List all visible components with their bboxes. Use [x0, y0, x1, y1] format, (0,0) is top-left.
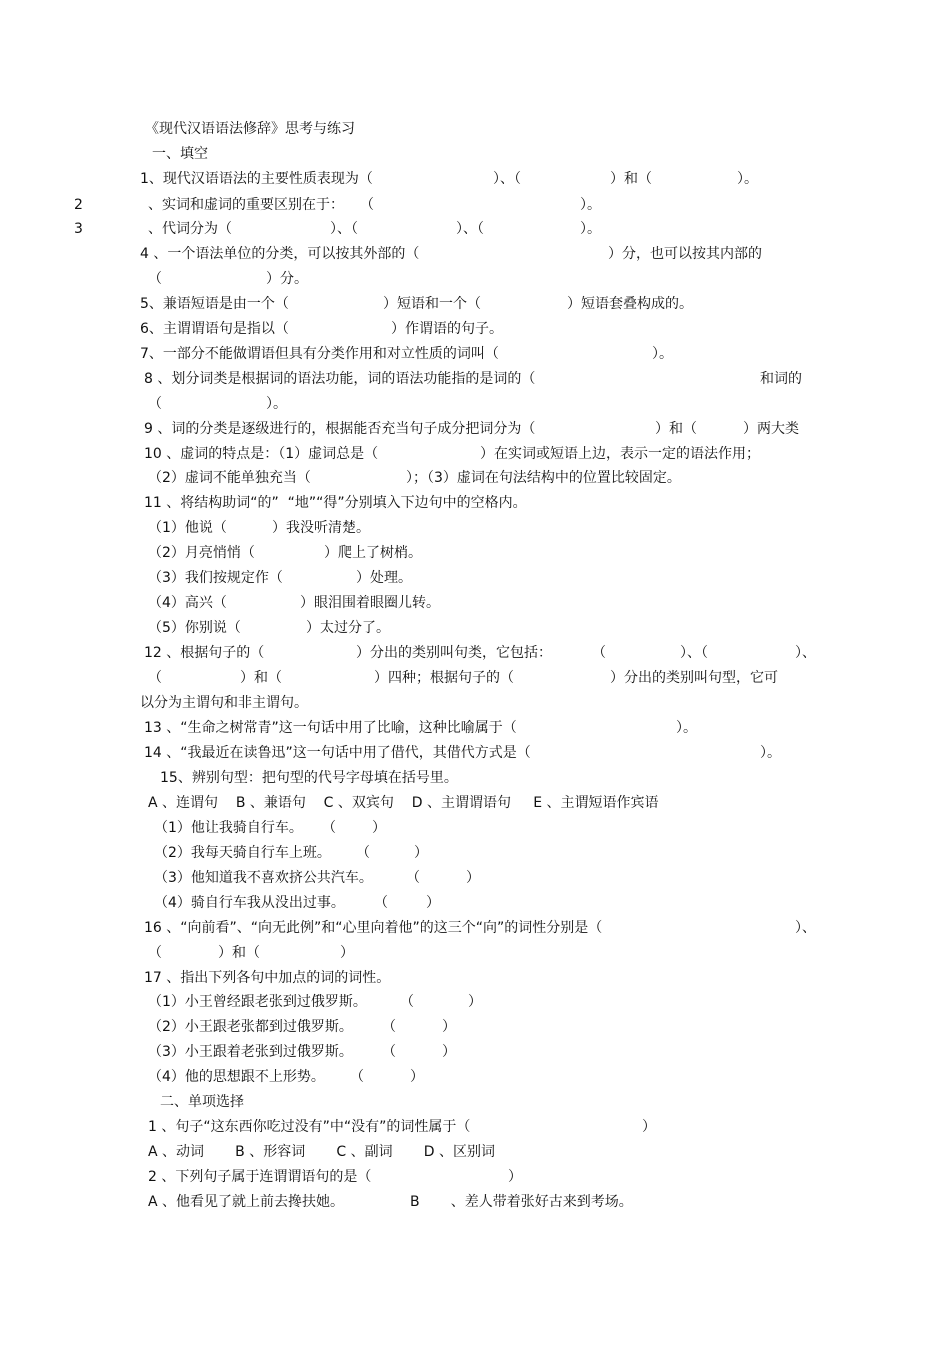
q11-item-4-end: ）眼泪围着眼圈儿转。	[300, 595, 440, 611]
q17-item-3-open: （	[382, 1044, 396, 1060]
q5-text-cont: ）短语和一个（	[383, 296, 481, 312]
q12-blank-open-2: （	[148, 670, 162, 686]
q13-text: 13 、“生命之树常青”这一句话中用了比喻，这种比喻属于（	[144, 720, 517, 736]
mc2-option-a: A 、他看见了就上前去搀扶她。	[148, 1194, 345, 1210]
q1-blank-sep: ）、（	[493, 171, 521, 187]
q12-text-line3: 以分为主谓句和非主谓句。	[140, 695, 308, 711]
q2-number: 2	[74, 197, 83, 213]
q3-number: 3	[74, 221, 83, 237]
q12-blank-sep-2: ）和（	[240, 670, 282, 686]
q10-text-cont: ）在实词或短语上边，表示一定的语法作用；	[480, 446, 760, 462]
q12-blank-sep: ）、（	[680, 645, 708, 661]
q4-text-cont: ）分，也可以按其内部的	[608, 246, 762, 262]
q11-item-2: （2）月亮悄悄（	[148, 545, 255, 561]
q10-text-line2: （2）虚词不能单独充当（	[148, 470, 311, 486]
q17-item-4-open: （	[350, 1069, 364, 1085]
q15-item-3-close: ）	[466, 870, 480, 886]
q1-blank-sep: ）和（	[610, 171, 652, 187]
q17-item-4: （4）他的思想跟不上形势。	[148, 1069, 325, 1085]
q15-item-3-open: （	[406, 870, 420, 886]
q12-text-cont: ）分出的类别叫句类，它包括：	[356, 645, 552, 661]
q11-item-3-end: ）处理。	[356, 570, 412, 586]
q17-item-3: （3）小王跟着老张到过俄罗斯。	[148, 1044, 353, 1060]
q7-text: 7、一部分不能做谓语但具有分类作用和对立性质的词叫（	[140, 346, 499, 362]
q4-blank-end: ）分。	[266, 271, 308, 287]
q15-item-1-close: ）	[372, 820, 386, 836]
q9-text: 9 、词的分类是逐级进行的，根据能否充当句子成分把词分为（	[144, 421, 536, 437]
q6-text-end: ）作谓语的句子。	[391, 321, 503, 337]
q4-text: 4 、一个语法单位的分类，可以按其外部的（	[140, 246, 420, 262]
q15-item-1-open: （	[322, 820, 336, 836]
q1-blank-end: ）。	[737, 171, 758, 187]
q6-text: 6、主谓谓语句是指以（	[140, 321, 289, 337]
q15-item-2-open: （	[356, 845, 370, 861]
q17-item-1: （1）小王曾经跟老张到过俄罗斯。	[148, 994, 367, 1010]
q11-item-5-end: ）太过分了。	[306, 620, 390, 636]
q1-text: 1、现代汉语语法的主要性质表现为（	[140, 171, 373, 187]
q16-blank-end: ）、	[795, 920, 816, 936]
section-heading-fill-in: 一、填空	[152, 146, 208, 162]
q15-item-1: （1）他让我骑自行车。	[154, 820, 303, 836]
mc2-option-b: B 、差人带着张好古来到考场。	[410, 1194, 633, 1210]
q2-text: 、实词和虚词的重要区别在于：	[148, 197, 344, 213]
q10-text-line2-cont: ）；（3）虚词在句法结构中的位置比较固定。	[406, 470, 681, 486]
q9-text-end: ）两大类	[743, 421, 799, 437]
q16-text: 16 、“向前看”、“向无此例”和“心里向着他”的这三个“向”的词性分别是（	[144, 920, 603, 936]
q12-blank-open: （	[592, 645, 606, 661]
q3-text: 、代词分为（	[148, 221, 232, 237]
q2-blank-end: ）。	[580, 197, 601, 213]
q15-item-4-close: ）	[426, 895, 440, 911]
document-title: 《现代汉语语法修辞》思考与练习	[145, 121, 355, 137]
mc2-blank-close: ）	[508, 1169, 522, 1185]
q11-item-5: （5）你别说（	[148, 620, 241, 636]
q8-text: 8 、划分词类是根据词的语法功能，词的语法功能指的是词的（	[144, 371, 536, 387]
q8-text-cont: 和词的	[760, 371, 802, 387]
q12-text: 12 、根据句子的（	[144, 645, 265, 661]
q17-item-1-open: （	[400, 994, 414, 1010]
q11-item-2-end: ）爬上了树梢。	[324, 545, 422, 561]
q17-item-2: （2）小王跟老张都到过俄罗斯。	[148, 1019, 353, 1035]
section-heading-single-choice: 二、单项选择	[160, 1094, 244, 1110]
q12-blank-end: ）、	[795, 645, 816, 661]
q15-options: A 、连谓句 B 、兼语句 C 、双宾句 D 、主谓谓语句 E 、主谓短语作宾语	[148, 795, 659, 811]
mc2-text: 2 、下列句子属于连谓谓语句的是（	[148, 1169, 372, 1185]
q4-blank-open: （	[148, 271, 162, 287]
q17-item-2-open: （	[382, 1019, 396, 1035]
q12-text-cont-2: ）四种；根据句子的（	[374, 670, 514, 686]
q11-item-4: （4）高兴（	[148, 595, 227, 611]
q9-text-cont: ）和（	[655, 421, 697, 437]
q16-blank-open-2: （	[148, 945, 162, 961]
q15-text: 15、辨别句型：把句型的代号字母填在括号里。	[160, 770, 458, 786]
mc1-text: 1 、句子“这东西你吃过没有”中“没有”的词性属于（	[148, 1119, 471, 1135]
q17-item-4-close: ）	[410, 1069, 424, 1085]
q15-item-3: （3）他知道我不喜欢挤公共汽车。	[154, 870, 373, 886]
q7-blank-end: ）。	[652, 346, 673, 362]
q16-blank-sep-2: ）和（	[218, 945, 260, 961]
q15-item-2: （2）我每天骑自行车上班。	[154, 845, 331, 861]
q3-blank-sep: ）、（	[456, 221, 484, 237]
q17-text: 17 、指出下列各句中加点的词的词性。	[144, 970, 391, 986]
q17-item-3-close: ）	[442, 1044, 456, 1060]
q12-text-cont-3: ）分出的类别叫句型，它可	[610, 670, 778, 686]
q15-item-2-close: ）	[414, 845, 428, 861]
mc1-blank-close: ）	[642, 1119, 656, 1135]
q15-item-4: （4）骑自行车我从没出过事。	[154, 895, 345, 911]
q14-text: 14 、“我最近在读鲁迅”这一句话中用了借代，其借代方式是（	[144, 745, 531, 761]
q2-blank-open: （	[360, 197, 374, 213]
q15-item-4-open: （	[374, 895, 388, 911]
mc1-options: A 、动词 B 、形容词 C 、副词 D 、区别词	[148, 1144, 495, 1160]
q14-blank-end: ）。	[760, 745, 781, 761]
q16-blank-close-2: ）	[340, 945, 354, 961]
q17-item-2-close: ）	[442, 1019, 456, 1035]
q11-item-1: （1）他说（	[148, 520, 227, 536]
q17-item-1-close: ）	[468, 994, 482, 1010]
q11-text: 11 、将结构助词“的” “地”“得”分别填入下边句中的空格内。	[144, 495, 527, 511]
q8-blank-end: ）。	[266, 396, 287, 412]
q11-item-3: （3）我们按规定作（	[148, 570, 283, 586]
q10-text: 10 、虚词的特点是：（1）虚词总是（	[144, 446, 379, 462]
q13-blank-end: ）。	[676, 720, 697, 736]
q8-blank-open: （	[148, 396, 162, 412]
q3-blank-end: ）。	[580, 221, 601, 237]
q3-blank-sep: ）、（	[330, 221, 358, 237]
q11-item-1-end: ）我没听清楚。	[272, 520, 370, 536]
q5-text: 5、兼语短语是由一个（	[140, 296, 289, 312]
q5-text-end: ）短语套叠构成的。	[567, 296, 693, 312]
